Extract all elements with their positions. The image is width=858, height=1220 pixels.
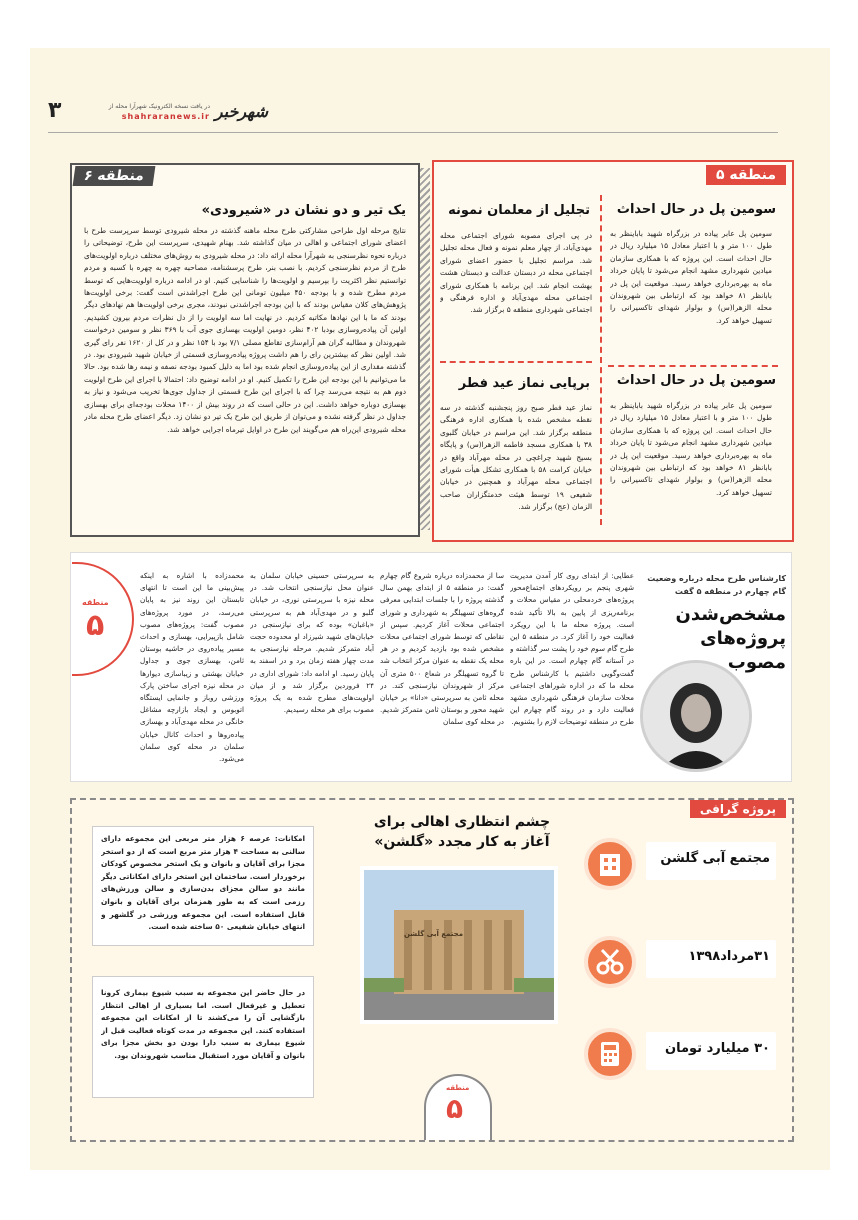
region6-title: یک تیر و دو نشان در «شیرودی»: [201, 203, 406, 218]
article1-title: سومین پل در حال احداث: [616, 202, 776, 217]
building-photo-icon: [364, 870, 554, 1020]
project-photo: [360, 866, 558, 1024]
facilities-card: [92, 826, 314, 946]
page-header: [48, 100, 268, 128]
status-text: در حال حاضر این مجموعه به سبب شیوع بیماری کرونا تعطیل و غیرفعال است. اما بسیاری از اهالی انتظار بازگشایی آن را می‌کشند تا از امکانات این مجموعه استفاده کنند. این مجموعه در مدت کوتاه فعالیت قبل از شیوع بیماری به سبب دارا بودن دو بخش مجزا برای بانوان و آقایان مورد استقبال مناسب شهروندان بود.: [101, 988, 305, 1060]
article-divider: [440, 361, 592, 363]
article3-body: در پی اجرای مصوبه شورای اجتماعی محله مهدی‌آباد، از چهار معلم نمونه و فعال محله تجلیل شد. مراسم تجلیل با حضور اعضای شورای اجتماعی محله در دبستان عدالت و دبستان هشت بهشت انجام شد. این برنامه با همکاری شورای اجتماعی محله مهدی‌آباد و اداره فرهنگی و اجتماعی شهرداری منطقه ۵ برگزار شد.: [440, 231, 592, 315]
article2-body: سومین پل عابر پیاده در بزرگراه شهید باباینظر به طول ۱۰۰ متر و با اعتبار معادل ۱۵ میلیارد ریال در حال احداث است. این پروژه که با همکاری سازمان میادین شهرداری مشهد انجام می‌شود تا پایان خرداد ماه به بهره‌برداری خواهد رسید. موقعیت این پل در بابانظر ۸۱ خواهد بود که ارتباطی بین شهروندان محله الزهرا(س) و بولوار شهدای تاکسیرانی را تسهیل خواهد کرد.: [610, 401, 772, 497]
project-badge-number: ۵: [446, 1092, 464, 1125]
page-number: ۳: [48, 98, 62, 123]
article1-body: سومین پل عابر پیاده در بزرگراه شهید باباینظر به طول ۱۰۰ متر و با اعتبار معادل ۱۵ میلیارد ریال در حال احداث است. این پروژه که با همکاری سازمان میادین شهرداری مشهد انجام می‌شود تا پایان خرداد ماه به بهره‌برداری خواهد رسید. موقعیت این پل در بابانظر ۸۱ خواهد بود که ارتباطی بین شهروندان محله الزهرا(س) و بولوار شهدای تاکسیرانی را تسهیل خواهد کرد.: [610, 229, 772, 325]
calculator-icon: [584, 1028, 636, 1080]
interview-col4: محمدزاده با اشاره به اینکه پیش‌بینی ما این است تا انتهای تابستان این روند نیز به پایان می‌رسد، در مورد پروژه‌های مصوب گفت: پروژه‌های مصوب شامل بازپیرایی، بهسازی و احداث مسیر پیاده‌روی در حاشیه بوستان ثامن، بهسازی جوی و جداول خیابان بهشتی و زیباسازی دیوارها در محله نیزه اجرای ساختن پارک ورزشی روباز و جانمایی ایستگاه اتوبوس و ایجاد بازارچه مشاغل خانگی در محله مهدی‌آباد و بهسازی پیاده‌روها و احداث کانال خیابان سلمان در محله کوی سلمان می‌شود.: [140, 571, 244, 764]
project-date: ۳۱مرداد۱۳۹۸: [688, 949, 770, 964]
project-headline: [352, 812, 572, 852]
region6-badge: [73, 166, 156, 186]
project-headline-line2: آغاز به کار مجدد «گلشن»: [374, 834, 550, 850]
interview-col2: سا از محمدزاده درباره شروع گام چهارم گفت: در منطقه ۵ از ابتدای بهمن سال گذشته پروژه را با جلسات ابتدایی معرفی گروه‌های تسهیلگر به شهرداری و شورای اجتماعی محلات آغاز کردیم. سپس از نقاطی که توسط شورای اجتماعی محلات مشخص شده بود بازدید کردیم و در هر محله یک نقطه به عنوان مرکز انتخاب شد تا گروه تسهیلگر در شعاع ۵۰۰ متری آن مرکز از شهروندان نیازسنجی کند. در محله ثامن به سرپرستی «دانا» بر خیابان شهید محور و بوستان ثامن متمرکز شدیم. در محله کوی سلمان: [380, 571, 504, 727]
facilities-text: امکانات: عرصه ۶ هزار متر مربعی این مجموعه دارای سالنی به مساحت ۴ هزار متر مربع است که از دو استخر مجزا برای آقایان و بانوان و یک استخر مخصوص کودکان برخوردار است. ساختمان این استخر دارای امکاناتی دیگر مانند دو سالن مجزای بدن‌سازی و سالن ورزش‌های رزمی است که به طور همزمان برای آقایان و بانوان قابل استفاده است. این مجموعه ورزشی در گلشهر و انتهای خیابان شفیعی ۵۰ ساخته شده است.: [101, 834, 305, 932]
interview-col3: به سرپرستی حسینی خیابان سلمان به عنوان محل نیازسنجی انتخاب شد. در محله نیزه با سرپرستی نوری، در خیابان گلبو و در مهدی‌آباد هم به سرپرستی «باغبان» بوده که برای نیازسنجی در خیابان‌های شهید شیرزاد او محدوده حجت آباد متمرکز شدیم. مرحله نیازسنجی به مدت چهار هفته زمان برد و در اسفند به پایان رسید. او ادامه داد: شورای اداری در ۲۴ فروردین برگزار شد و از میان اولویت‌های مطرح شده به یک پروژه مصوب برای هر محله رسیدیم.: [250, 571, 374, 715]
interview-badge-number: ۵: [86, 608, 105, 643]
article-divider: [608, 365, 778, 367]
region5-badge: [706, 165, 786, 185]
project-cost-row: [584, 1022, 784, 1078]
ribbon-cutting-icon: [584, 936, 636, 988]
building-icon: [584, 838, 636, 890]
project-cost: ۳۰ میلیارد تومان: [665, 1041, 770, 1056]
article4-title: برپایی نماز عید فطر: [458, 376, 590, 391]
photo-building-sign: مجتمع آبی گلشن: [404, 930, 464, 938]
status-card: [92, 976, 314, 1098]
column-divider-strip: [420, 168, 430, 530]
project-badge-label: پروژه گرافی: [699, 802, 776, 816]
project-name-row: [584, 832, 784, 888]
project-region-badge: [424, 1074, 492, 1140]
project-badge: [690, 800, 786, 818]
interview-kicker: کارشناس طرح محله درباره وضعیت گام چهارم در منطقه ۵ گفت: [647, 574, 786, 596]
region6-body: نتایج مرحله اول طراحی مشارکتی طرح محله ماهنه گذشته در محله شیرودی توسط سرپرست طرح با اعضای شورای اجتماعی و اهالی در میان گذاشته شد. بهنام شهیدی، سرپرست این طرح، توضیحاتی را درباره نحوه نظرسنجی به شهرآرا محله ارائه داد: در محله شیرودی به روش‌های مختلف درباره اولویت‌های طرح از مردم نظرسنجی کردیم. با نصب بنر، طرح پرسشنامه، مصاحبه چهره به چهره با کسبه و مردم توانستیم نظر اکثریت را بپرسیم و اولویت‌ها را شناسایی کنیم. او در ادامه درباره اولویت‌هایی که توسط مردم مطرح شده و با بودجه ۴۵۰ میلیون تومانی این طرح اجراشدنی است گفت: برخی اولویت‌ها پژوهش‌های کلان مقیاس بودند که با این بودجه اجراشدنی نبودند، مجری برخی اولویت‌ها هم نهادهای دیگر بودند که ما با این نهادها مکاتبه کردیم. در نهایت اما سه اولویت را از دل نظرات مردم بیرون کشیدیم. اولین آن پیاده‌روسازی بودبا ۴۰۲ نظر، دومین اولویت بهسازی جوی آب با ۳۶۹ نظر و سومین درخواست شهروندان و مطالبه گران هم آرام‌سازی تقاطع مصلی ۷/۱ بود با ۱۵۴ نظر و در کل از ۱۶۲۰ نفر رای گیری شد. اولین نظر که بیشترین رای را هم داشت پروژه پیاده‌روسازی قسمتی از خیابان شهید شیرودی بود. در گذشته مقداری از این پیاده‌روسازی انجام شده بود اما به دلیل کمبود بودجه نصفه و نیمه رها شده بود. حالا ما می‌توانیم با این بودجه این طرح را تکمیل کنیم. او در ادامه توضیح داد: احتمالا با اجرای این طرح اولویت دوم هم به نتیجه می‌رسد چرا که با اجرای این طرح قسمتی از جداول جوی‌ها تخریب می‌شود و نیاز به بهسازی دوباره خواهد داشت. این در حالی است که در روند بیش از ۱۴۰۰ محلات بودجه‌ای برای بهسازی جداول در نظر گرفته نشده و می‌توان از طریق این طرح یک تیر دو نشان زد. دیگر اعضای طرح محله مادر محله شیرودی این‌راه هم می‌گویند این طرح در اوایل تیرماه اجرایی خواهد شد.: [84, 226, 406, 434]
article4-body: نماز عید فطر صبح روز پنجشنبه گذشته در سه نقطه مشخص شده با همکاری اداره فرهنگی منطقه برگزار شد. این مراسم در خیابان گلبوی ۳۸ با همکاری مسجد فاطمه الزهرا(س) و پایگاه بسیج شهید چراغچی در محله مهرآباد واقع در خیابان کرامت ۵۸ با همکاری تشکل هیأت شورای اجتماعی محله مهرآباد و همچنین در خیابان شفیعی ۱۹ توسط هیئت خدمتگزاران صاحب الزمان (عج) برگزار شد.: [440, 403, 592, 512]
project-badge-word: منطقه: [446, 1084, 470, 1092]
publication-subtitle: در یافت نسخه الکترونیک شهرآرا محله از: [108, 103, 210, 110]
publication-url[interactable]: shahraranews.ir: [121, 112, 210, 121]
person-icon: [643, 663, 749, 769]
header-divider: [48, 132, 778, 133]
interview-col1: عطایی: از ابتدای روی کار آمدن مدیریت شهری پنجم بر رویکردهای اجتماع‌محور پروژه‌های خردمحلی در مقیاس محلات و برنامه‌ریزی از پایین به بالا تأکید شده است. پروژه محله ما با این رویکرد فعالیت خود را آغاز کرد. در منطقه ۵ این طرح گام سوم خود را پشت سر گذاشته و در آستانه گام چهارم است. در این باره گفت‌وگویی داشتیم با کارشناس طرح محله ما که در اداره شوراهای اجتماعی محلات سازمان فرهنگی شهرداری مشهد فعالیت دارد و در روند گام چهارم این طرح در منطقه توضیحات لازم را بشنویم.: [510, 571, 634, 727]
interview-badge-word: منطقه: [82, 598, 109, 607]
interview-headline: مشخص‌شدن پروژه‌های مصوب: [675, 604, 786, 673]
project-name: مجتمع آبی گلشن: [660, 851, 770, 866]
publication-name: شهرخبر: [214, 102, 268, 121]
article2-title: سومین پل در حال احداث: [616, 373, 776, 388]
project-headline-line1: چشم انتظاری اهالی برای: [373, 814, 551, 830]
article3-title: تجلیل از معلمان نمونه: [448, 203, 590, 218]
region5-badge-label: منطقه ۵: [715, 167, 776, 183]
region6-badge-label: منطقه ۶: [82, 168, 146, 184]
region5-column-divider: [600, 195, 602, 525]
interviewee-portrait: [640, 660, 752, 772]
project-date-row: [584, 930, 784, 986]
